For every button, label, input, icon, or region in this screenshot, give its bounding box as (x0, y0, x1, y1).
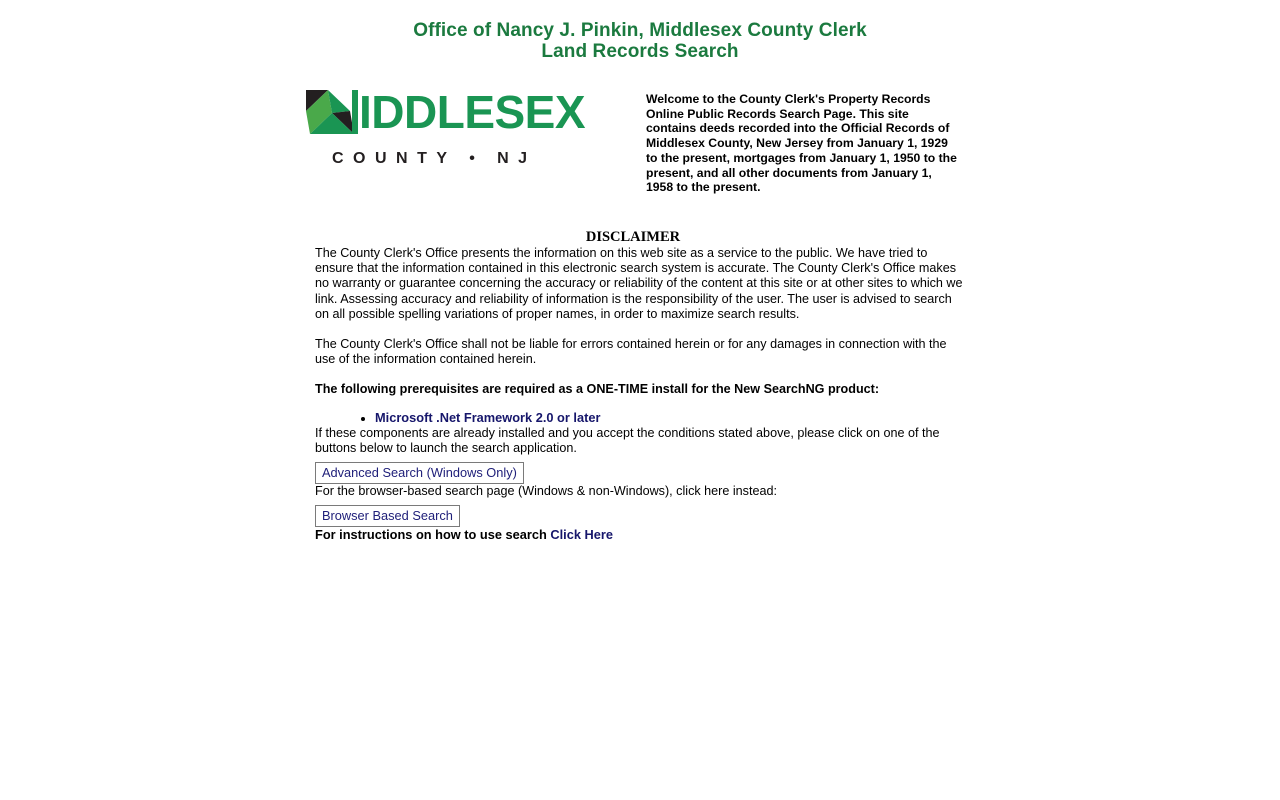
logo-wordmark-text: IDDLESEX (359, 86, 586, 138)
instructions-footer-text: For instructions on how to use search (315, 527, 547, 543)
main-content (315, 246, 963, 542)
welcome-text: Welcome to the County Clerk's Property Records Online Public Records Search Page. This site contains deeds recorded into the Official Records of Middlesex County, New Jersey from January 1, 1929 to the present, mortgages from January 1, 1950 to the present, and all other documents from January 1, 1958 to the present. (646, 92, 957, 195)
disclaimer-paragraph-1: The County Clerk's Office presents the information on this web site as a service to the public. We have tried to ensure that the information contained in this electronic search system is accurate. The County Clerk's Office makes no warranty or guarantee concerning the accuracy or reliability of the content at this site or at other sites to which we link. Assessing accuracy and reliability of information is the responsibility of the user. The user is advised to search on all possible spelling variations of proper names, in order to maximize search results. (315, 246, 963, 321)
middlesex-county-logo (306, 88, 618, 168)
disclaimer-paragraph-2: The County Clerk's Office shall not be liable for errors contained herein or for any damages in connection with the use of the information contained herein. (315, 337, 947, 367)
paragraph-spacer (315, 367, 963, 382)
prerequisites-heading: The following prerequisites are required as a ONE-TIME install for the New SearchNG product: (315, 382, 880, 397)
list-item (375, 410, 963, 426)
logo-wordmark (306, 88, 618, 142)
prerequisites-list (315, 410, 963, 426)
page-title-line-2: Land Records Search (541, 41, 739, 62)
browser-search-instructions: For the browser-based search page (Windows & non-Windows), click here instead: (315, 484, 777, 499)
instructions-footer (315, 527, 963, 542)
dotnet-framework-link[interactable]: Microsoft .Net Framework 2.0 or later (375, 409, 601, 425)
middlesex-m-mark-icon (306, 88, 358, 138)
browser-based-search-button[interactable]: Browser Based Search (315, 505, 460, 527)
header-section (0, 88, 1280, 198)
advanced-search-button[interactable]: Advanced Search (Windows Only) (315, 462, 524, 484)
paragraph-spacer (315, 322, 963, 337)
page-title-line-1: Office of Nancy J. Pinkin, Middlesex County Clerk (413, 20, 867, 41)
launch-instructions: If these components are already installed and you accept the conditions stated above, please click on one of the buttons below to launch the search application. (315, 425, 940, 456)
disclaimer-heading: DISCLAIMER (585, 229, 681, 245)
click-here-link[interactable]: Click Here (550, 527, 613, 543)
logo-subtitle: COUNTY • NJ (332, 150, 537, 167)
page-title (0, 0, 1280, 62)
